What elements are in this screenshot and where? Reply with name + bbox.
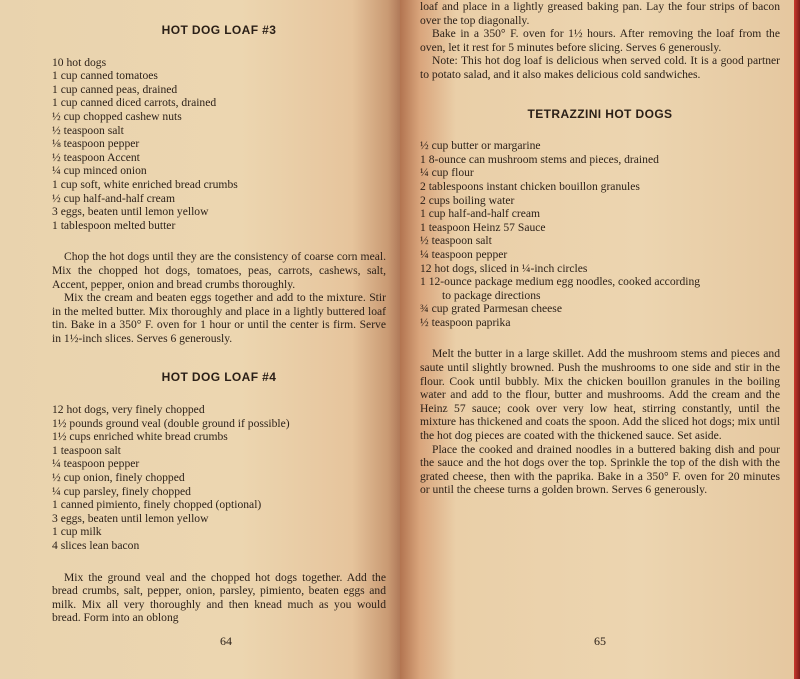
ingredient-item: 2 cups boiling water bbox=[420, 193, 515, 207]
ingredient-item: ¼ teaspoon pepper bbox=[52, 457, 140, 471]
ingredient-item: 1 cup soft, white enriched bread crumbs bbox=[52, 177, 238, 191]
instruction-paragraph: Chop the hot dogs until they are the consistency of coarse corn meal. Mix the chopped hot dogs, tomatoes, peas, carrots, cashews, salt, Accent, pepper, onion and bread crumbs thoroughly. bbox=[52, 250, 386, 291]
ingredient-item: ½ teaspoon paprika bbox=[420, 315, 511, 329]
ingredient-item: 1 12-ounce package medium egg noodles, cooked according bbox=[420, 275, 701, 289]
instruction-paragraph: Bake in a 350° F. oven for 1½ hours. After removing the loaf from the oven, let it rest for 5 minutes before slicing. Serves 6 generously. bbox=[420, 27, 780, 54]
ingredient-item: 3 eggs, beaten until lemon yellow bbox=[52, 511, 209, 525]
ingredient-item: to package directions bbox=[442, 288, 541, 302]
ingredient-item: 1 8-ounce can mushroom stems and pieces, drained bbox=[420, 152, 659, 166]
ingredient-item: 1 cup canned diced carrots, drained bbox=[52, 96, 217, 110]
recipe-title-loaf3: HOT DOG LOAF #3 bbox=[161, 23, 277, 37]
instruction-paragraph: loaf and place in a lightly greased baking pan. Lay the four strips of bacon over the top diagonally. bbox=[420, 0, 780, 27]
ingredient-item: 1 tablespoon melted butter bbox=[52, 218, 176, 232]
ingredient-item: 3 eggs, beaten until lemon yellow bbox=[52, 205, 209, 219]
ingredient-item: ¼ cup flour bbox=[420, 166, 474, 180]
ingredient-item: ¼ cup minced onion bbox=[52, 164, 147, 178]
recipe-title-loaf4: HOT DOG LOAF #4 bbox=[161, 370, 277, 385]
ingredient-item: 2 tablespoons instant chicken bouillon granules bbox=[420, 179, 640, 193]
ingredient-item: 1 teaspoon salt bbox=[52, 443, 121, 457]
ingredient-item: ¼ cup parsley, finely chopped bbox=[52, 484, 191, 498]
ingredient-item: ½ cup chopped cashew nuts bbox=[52, 109, 182, 123]
ingredient-item: ½ teaspoon Accent bbox=[52, 150, 140, 164]
ingredient-item: 1 canned pimiento, finely chopped (optional) bbox=[52, 498, 262, 512]
ingredient-item: 1½ pounds ground veal (double ground if possible) bbox=[52, 416, 290, 430]
instruction-paragraph: Mix the ground veal and the chopped hot dogs together. Add the bread crumbs, salt, pepper, onion, parsley, pimiento, beaten eggs and milk. Mix all very thoroughly and then knead much as you would bread. Form into an oblong bbox=[52, 570, 386, 625]
ingredient-list-tetrazzini bbox=[420, 139, 780, 329]
ingredient-item: 4 slices lean bacon bbox=[52, 539, 140, 552]
instruction-paragraph: Mix the cream and beaten eggs together and add to the mixture. Stir in the melted butter. Mix thoroughly and place in a lightly buttered loaf tin. Bake in a 350° F. oven for 1 hour or until the center is firm. Serve in 1½-inch slices. Serves 6 generously. bbox=[52, 291, 386, 345]
ingredient-item: ⅛ teaspoon pepper bbox=[52, 137, 140, 151]
ingredient-item: ½ cup onion, finely chopped bbox=[52, 471, 185, 485]
ingredient-item: ½ cup butter or margarine bbox=[420, 139, 541, 153]
instruction-paragraph: Melt the butter in a large skillet. Add the mushroom stems and pieces and saute until slightly browned. Push the mushrooms to one side and stir in the flour. Cook until bubbly. Mix the chicken bouillon granules in the boiling water and add to the flour, butter and mushrooms. Add the cream and the Heinz 57 sauce; cook over very low heat, stirring constantly, until the mixture has thickened and coats the spoon. Add the sliced hot dogs; mix until the hot dog pieces are coated with the thickened sauce. Set aside. bbox=[420, 347, 780, 443]
ingredient-item: ½ teaspoon salt bbox=[420, 234, 492, 248]
ingredient-item: ½ cup half-and-half cream bbox=[52, 191, 175, 205]
ingredient-item: 1 teaspoon Heinz 57 Sauce bbox=[420, 220, 546, 234]
page-number: 64 bbox=[220, 634, 232, 649]
ingredient-list-loaf4 bbox=[52, 403, 386, 553]
ingredient-item: 1 cup half-and-half cream bbox=[420, 207, 541, 221]
right-page bbox=[400, 0, 800, 679]
ingredient-item: 12 hot dogs, sliced in ¼-inch circles bbox=[420, 261, 588, 275]
recipe-title-tetrazzini: TETRAZZINI HOT DOGS bbox=[527, 106, 673, 121]
ingredient-item: 1 cup canned tomatoes bbox=[52, 69, 158, 83]
ingredient-item: ¼ teaspoon pepper bbox=[420, 247, 508, 261]
ingredient-item: ¾ cup grated Parmesan cheese bbox=[420, 302, 562, 316]
ingredient-item: 10 hot dogs bbox=[52, 55, 107, 69]
ingredient-item: 12 hot dogs, very finely chopped bbox=[52, 403, 205, 417]
note-paragraph: Note: This hot dog loaf is delicious when served cold. It is a good partner to potato salad, and it also makes delicious cold sandwiches. bbox=[420, 54, 780, 81]
ingredient-item: 1 cup canned peas, drained bbox=[52, 82, 178, 96]
page-number: 65 bbox=[594, 634, 606, 649]
ingredient-item: 1 cup milk bbox=[52, 525, 102, 539]
ingredient-list-loaf3 bbox=[52, 56, 386, 233]
instruction-paragraph: Place the cooked and drained noodles in a buttered baking dish and pour the sauce and the hot dogs over the top. Sprinkle the top of the dish with the grated cheese, then with the paprika. Bake in a 350° F. oven for 20 minutes or until the cheese turns a golden brown. Serves 6 generously. bbox=[420, 442, 780, 497]
ingredient-item: ½ teaspoon salt bbox=[52, 123, 124, 137]
ingredient-item: 1½ cups enriched white bread crumbs bbox=[52, 430, 228, 444]
